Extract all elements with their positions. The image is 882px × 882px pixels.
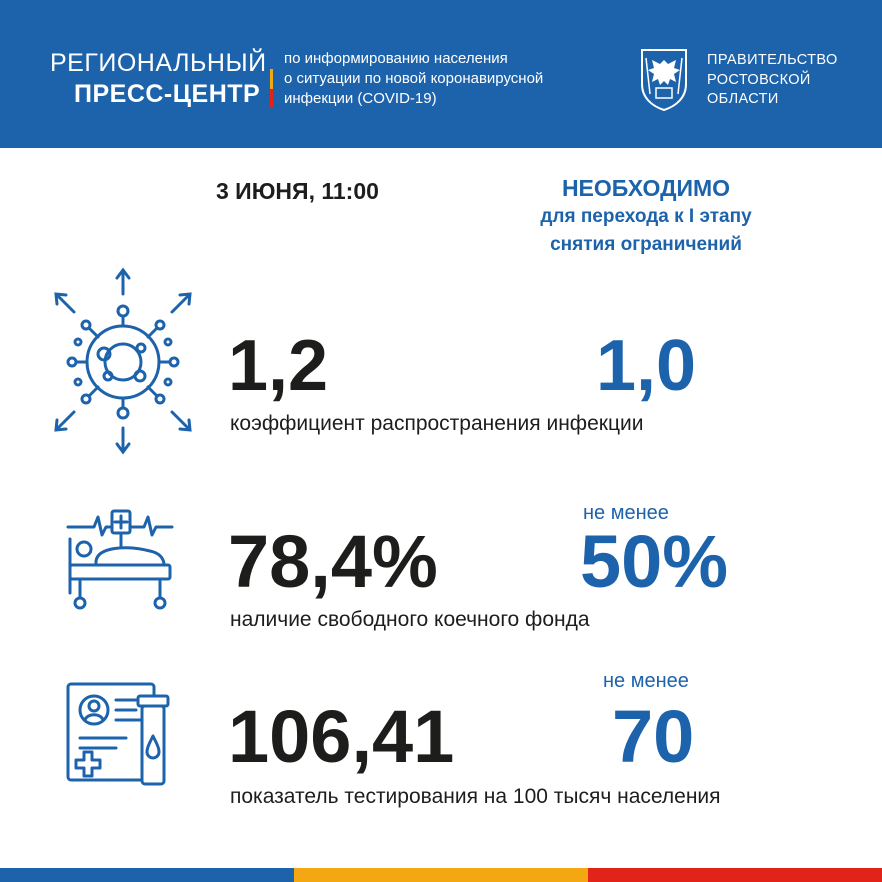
bed-capacity-label: наличие свободного коечного фонда <box>230 608 590 631</box>
description-line: по информированию населения <box>284 50 508 67</box>
bed-capacity-target: 50% <box>580 520 729 603</box>
requirement-subtitle: снятия ограничений <box>550 234 742 255</box>
infection-rate-target: 1,0 <box>596 326 697 406</box>
testing-rate-target: 70 <box>612 695 695 778</box>
description-line: о ситуации по новой коронавирусной <box>284 70 544 87</box>
coat-of-arms-icon <box>636 46 692 112</box>
infection-rate-value: 1,2 <box>228 326 329 406</box>
government-line: ПРАВИТЕЛЬСТВО <box>707 52 838 68</box>
header-banner <box>0 0 882 148</box>
description-line: инфекции (COVID-19) <box>284 90 437 107</box>
virus-spread-icon <box>48 262 198 458</box>
press-center-title-line2: ПРЕСС-ЦЕНТР <box>74 80 261 108</box>
press-center-description <box>284 49 543 109</box>
government-line: РОСТОВСКОЙ <box>707 71 811 88</box>
requirement-subtitle: для перехода к I этапу <box>540 206 752 227</box>
testing-rate-value: 106,41 <box>228 695 455 778</box>
requirement-heading <box>496 174 796 259</box>
press-center-title-line1: РЕГИОНАЛЬНЫЙ <box>50 49 267 77</box>
government-line: ОБЛАСТИ <box>707 91 779 107</box>
bed-capacity-value: 78,4% <box>228 520 438 603</box>
tricolor-divider <box>270 50 273 108</box>
report-date: 3 ИЮНЯ, 11:00 <box>216 178 379 204</box>
tricolor-bottom-stripe <box>0 868 882 882</box>
requirement-title: НЕОБХОДИМО <box>561 175 731 201</box>
testing-target-prefix: не менее <box>603 670 689 692</box>
testing-rate-label: показатель тестирования на 100 тысяч населения <box>230 785 721 808</box>
stripe-yellow <box>294 868 588 882</box>
bed-capacity-target-prefix: не менее <box>583 502 669 524</box>
infection-rate-label: коэффициент распространения инфекции <box>230 412 644 435</box>
stripe-blue <box>0 868 294 882</box>
medical-testing-icon <box>66 682 182 786</box>
hospital-bed-icon <box>66 505 174 611</box>
stripe-red <box>588 868 882 882</box>
government-name <box>707 51 838 110</box>
